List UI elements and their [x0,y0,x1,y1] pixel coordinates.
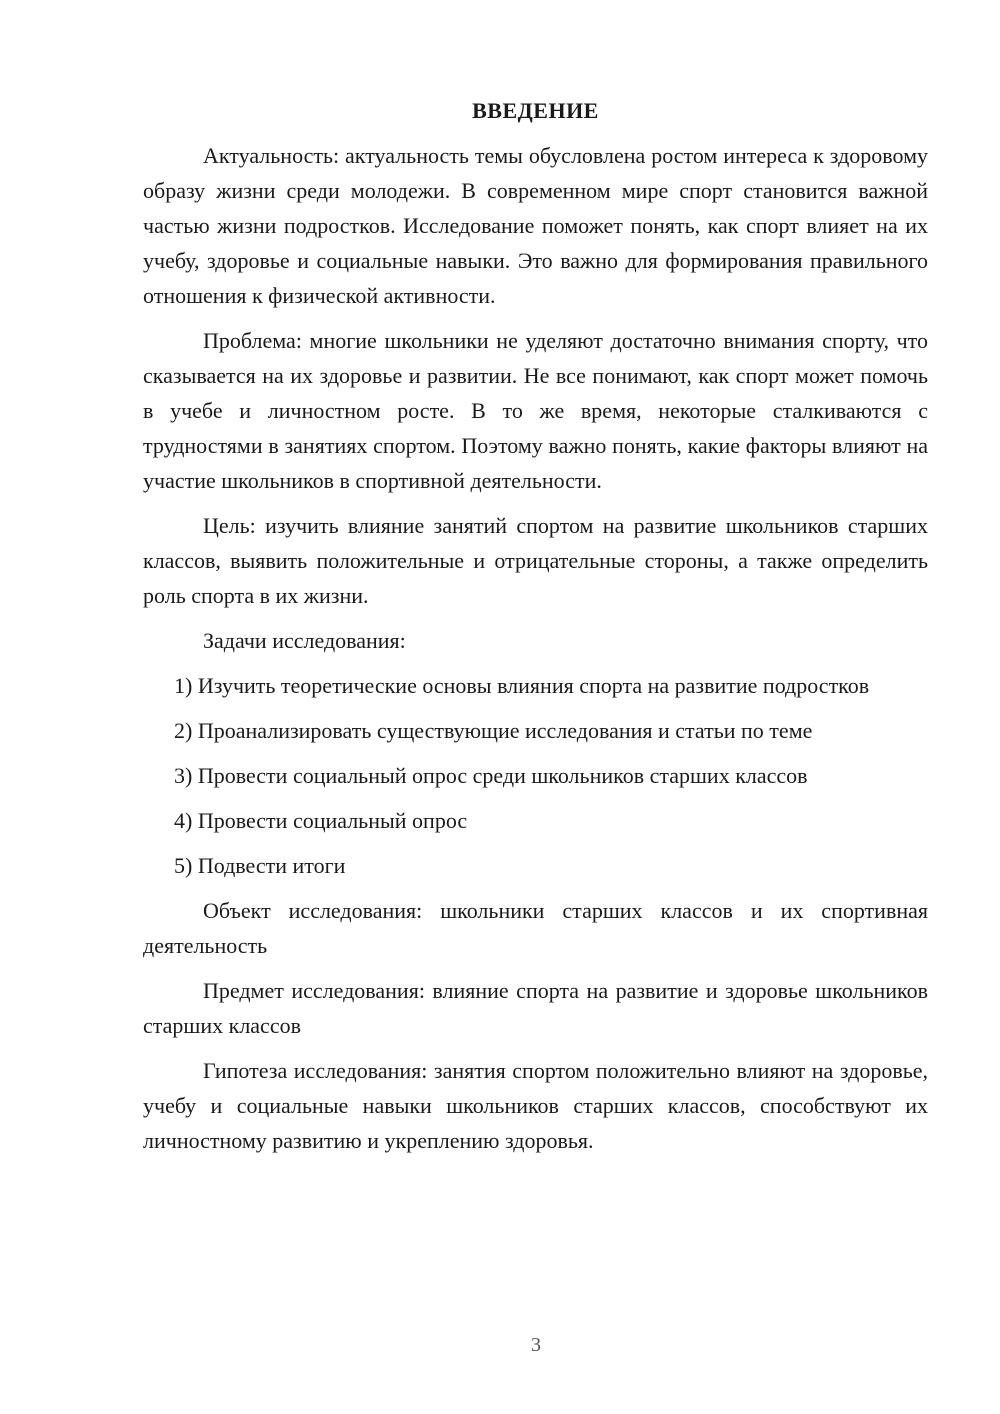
page-number: 3 [531,1334,541,1356]
hypothesis-paragraph: Гипотеза исследования: занятия спортом положительно влияют на здоровье, учебу и социальные навыки школьников старших классов, способствуют их личностному развитию и укреплению здоровья. [143,1058,928,1153]
tasks-title: Задачи исследования: [203,628,406,653]
task-item-2: 2) Проанализировать существующие исследования и статьи по теме [174,718,813,743]
goal-paragraph: Цель: изучить влияние занятий спортом на развитие школьников старших классов, выявить положительные и отрицательные стороны, а также определить роль спорта в их жизни. [143,513,928,608]
page-content [143,96,928,1168]
subject-paragraph: Предмет исследования: влияние спорта на развитие и здоровье школьников старших классов [143,978,928,1038]
task-item-3: 3) Провести социальный опрос среди школьников старших классов [174,763,808,788]
relevance-paragraph: Актуальность: актуальность темы обусловлена ростом интереса к здоровому образу жизни среди молодежи. В современном мире спорт становится важной частью жизни подростков. Исследование поможет понять, как спорт влияет на их учебу, здоровье и социальные навыки. Это важно для формирования правильного отношения к физической активности. [143,143,928,308]
task-item-5: 5) Подвести итоги [174,853,346,878]
task-item-4: 4) Провести социальный опрос [174,808,468,833]
problem-paragraph: Проблема: многие школьники не уделяют достаточно внимания спорту, что сказывается на их здоровье и развитии. Не все понимают, как спорт может помочь в учебе и личностном росте. В то же время, некоторые сталкиваются с трудностями в занятиях спортом. Поэтому важно понять, какие факторы влияют на участие школьников в спортивной деятельности. [143,328,928,493]
object-paragraph: Объект исследования: школьники старших классов и их спортивная деятельность [143,898,928,958]
section-heading: ВВЕДЕНИЕ [472,98,599,123]
task-item-1: 1) Изучить теоретические основы влияния спорта на развитие подростков [174,673,870,698]
